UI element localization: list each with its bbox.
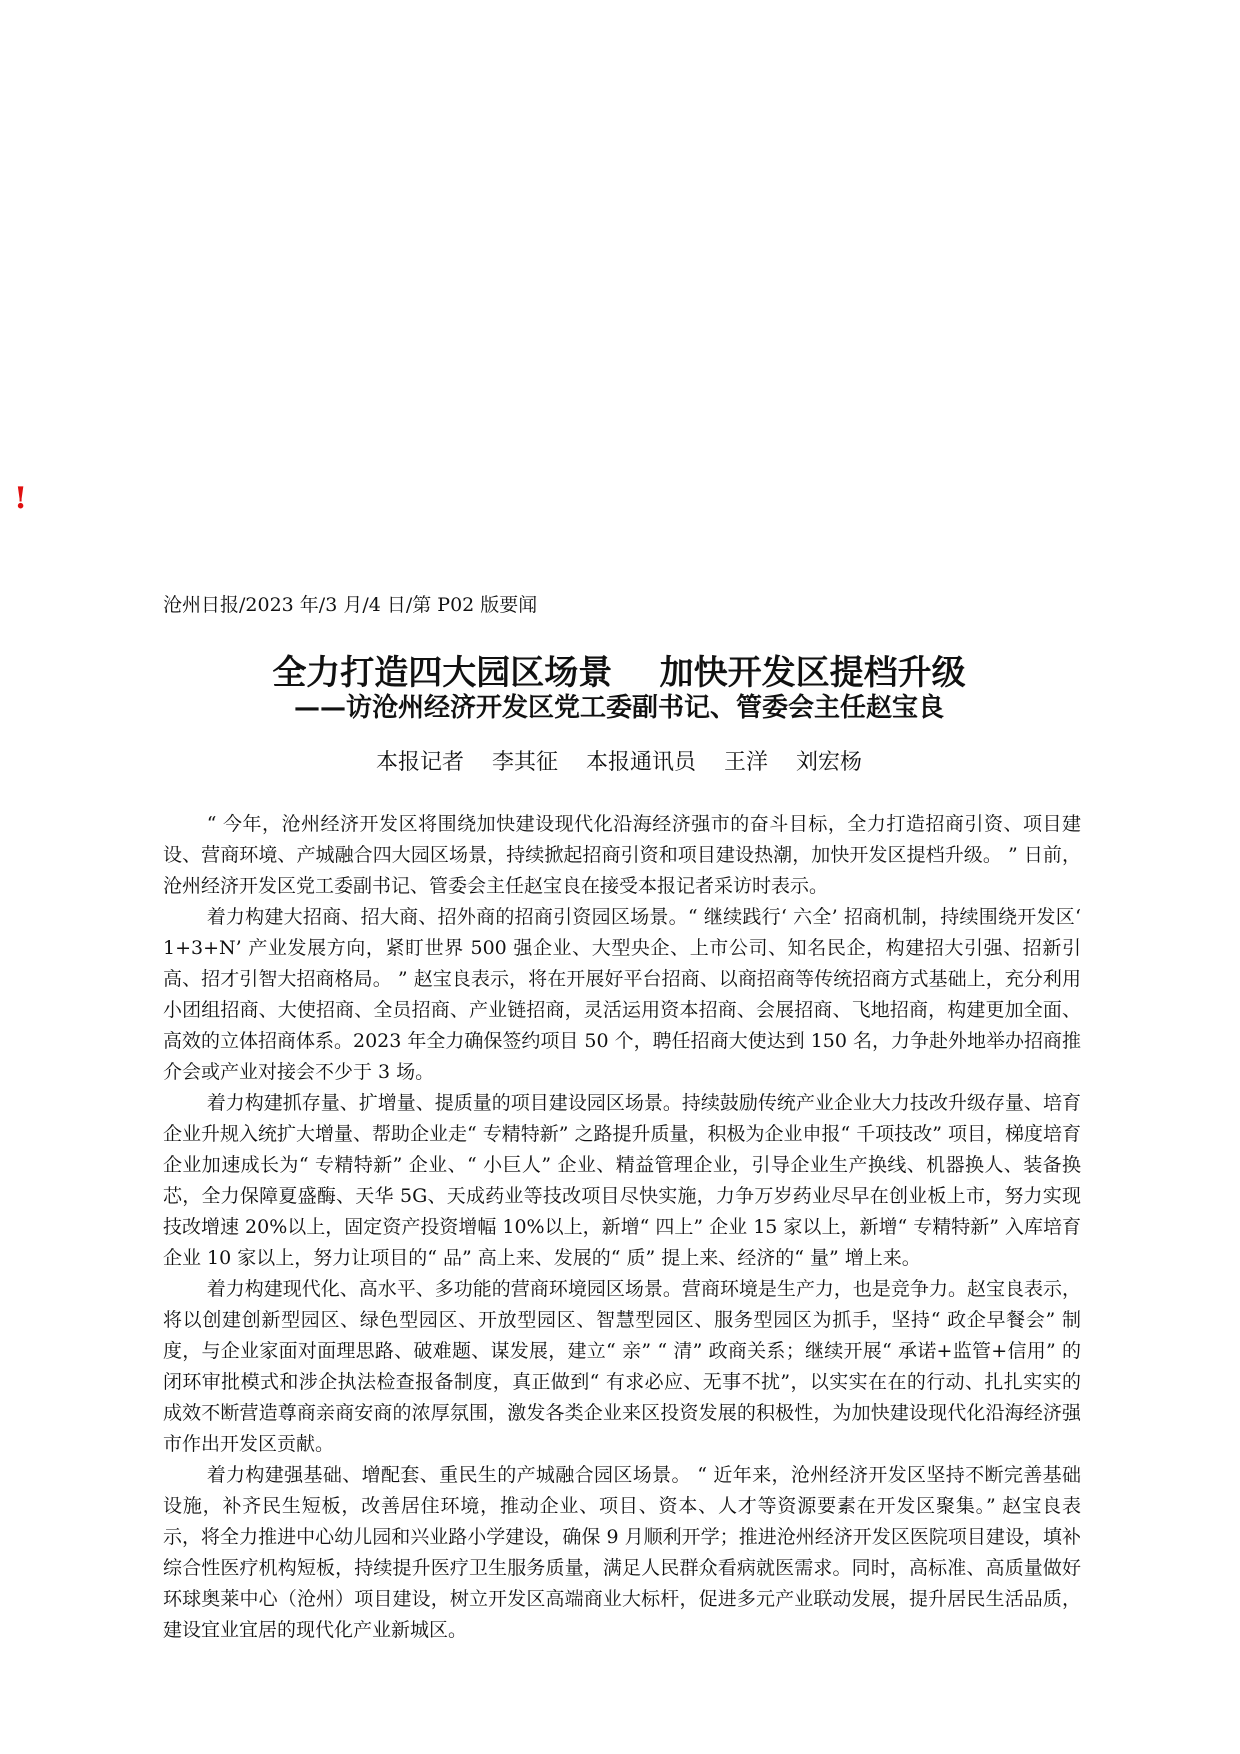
body-paragraph: 着力构建强基础、增配套、重民生的产城融合园区场景。 “ 近年来，沧州经济开发区坚持不断完善基础设施，补齐民生短板，改善居住环境，推动企业、项目、资本、人才等资源要素在开发区聚集。” 赵宝良表示，将全力推进中心幼儿园和兴业路小学建设，确保 9 月顺利开学；推进沧州经济开发区医院项目建设，填补综合性医疗机构短板，持续提升医疗卫生服务质量，满足人民群众看病就医需求。同时，高标准、高质量做好环球奥莱中心（沧州）项目建设，树立开发区高端商业大标杆，促进多元产业联动发展，提升居民生活品质，建设宜业宜居的现代化产业新城区。 <box>163 1464 1081 1641</box>
body-paragraph: 着力构建大招商、招大商、招外商的招商引资园区场景。“ 继续践行‘ 六全’ 招商机制，持续围绕开发区‘ 1+3+N’ 产业发展方向，紧盯世界 500 强企业、大型央企、上市公司、知名民企，构建招大引强、招新引高、招才引智大招商格局。 ” 赵宝良表示，将在开展好平台招商、以商招商等传统招商方式基础上，充分利用小团组招商、大使招商、全员招商、产业链招商，灵活运用资本招商、会展招商、飞地招商，构建更加全面、高效的立体招商体系。2023 年全力确保签约项目 50 个，聘任招商大使达到 150 名，力争赴外地举办招商推介会或产业对接会不少于 3 场。 <box>163 906 1081 1083</box>
body-paragraph: “ 今年，沧州经济开发区将围绕加快建设现代化沿海经济强市的奋斗目标，全力打造招商引资、项目建设、营商环境、产城融合四大园区场景，持续掀起招商引资和项目建设热潮，加快开发区提档升级。 ” 日前，沧州经济开发区党工委副书记、管委会主任赵宝良在接受本报记者采访时表示。 <box>163 813 1081 897</box>
source-line: 沧州日报/2023 年/3 月/4 日/第 P02 版要闻 <box>163 594 538 616</box>
body-paragraph: 着力构建抓存量、扩增量、提质量的项目建设园区场景。持续鼓励传统产业企业大力技改升级存量、培育企业升规入统扩大增量、帮助企业走“ 专精特新” 之路提升质量，积极为企业申报“ 千项技改” 项目，梯度培育企业加速成长为“ 专精特新” 企业、“ 小巨人” 企业、精益管理企业，引导企业生产换线、机器换人、装备换芯，全力保障夏盛酶、天华 5G、天成药业等技改项目尽快实施，力争万岁药业尽早在创业板上市，努力实现技改增速 20%以上，固定资产投资增幅 10%以上，新增“ 四上” 企业 15 家以上，新增“ 专精特新” 入库培育企业 10 家以上，努力让项目的“ 品” 高上来、发展的“ 质” 提上来、经济的“ 量” 增上来。 <box>163 1092 1082 1269</box>
red-exclamation-mark: ! <box>14 481 28 516</box>
article-byline: 本报记者 李其征 本报通讯员 王洋 刘宏杨 <box>376 750 862 775</box>
article-subheadline: ——访沧州经济开发区党工委副书记、管委会主任赵宝良 <box>293 693 944 723</box>
body-paragraph: 着力构建现代化、高水平、多功能的营商环境园区场景。营商环境是生产力，也是竞争力。赵宝良表示，将以创建创新型园区、绿色型园区、开放型园区、智慧型园区、服务型园区为抓手，坚持“ 政企早餐会” 制度，与企业家面对面理思路、破难题、谋发展，建立“ 亲” “ 清” 政商关系；继续开展“ 承诺+监管+信用” 的闭环审批模式和涉企执法检查报备制度，真正做到“ 有求必应、无事不扰”，以实实在在的行动、扎扎实实的成效不断营造尊商亲商安商的浓厚氛围，激发各类企业来区投资发展的积极性，为加快建设现代化沿海经济强市作出开发区贡献。 <box>163 1278 1081 1455</box>
article-body <box>163 809 1081 1646</box>
article-headline: 全力打造四大园区场景 加快开发区提档升级 <box>272 653 966 693</box>
